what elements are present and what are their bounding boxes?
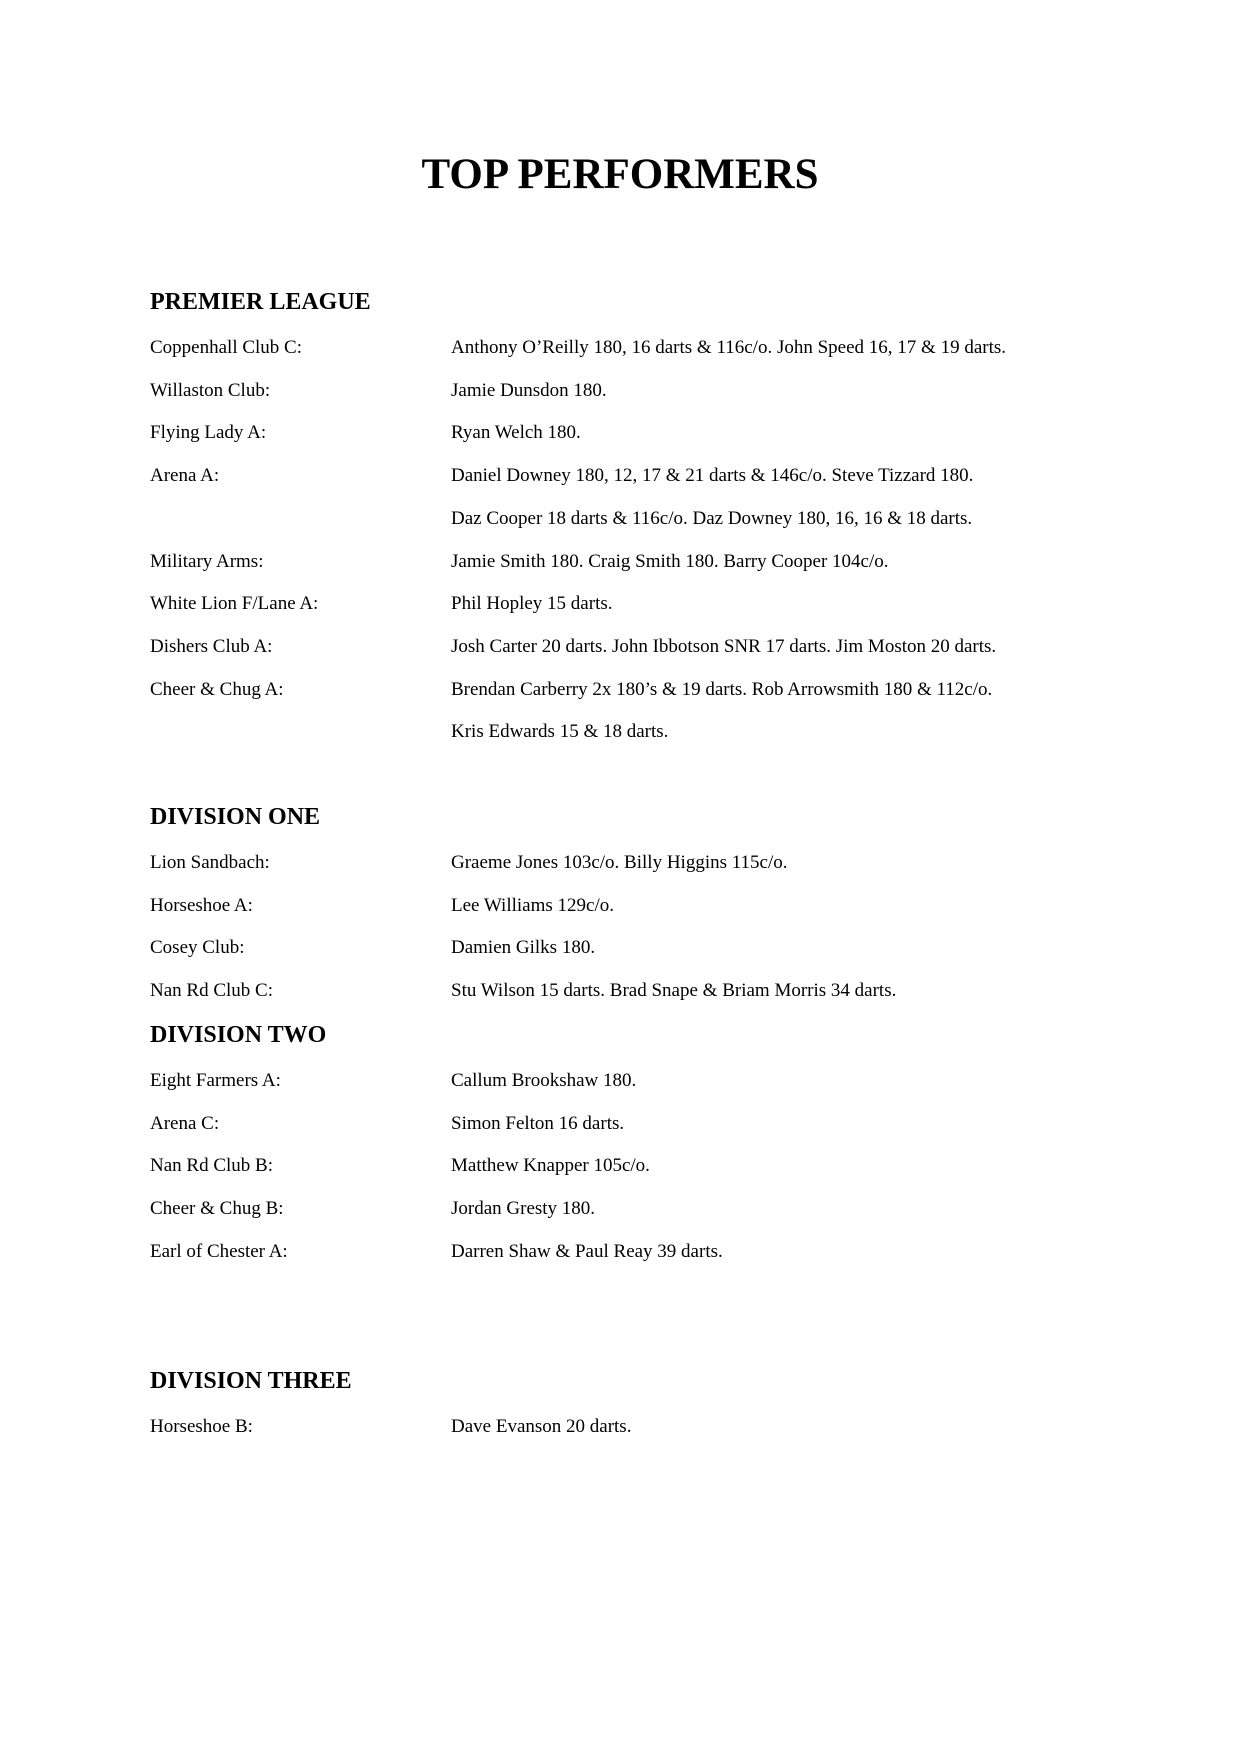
result-row: [150, 378, 1150, 404]
team-name: Willaston Club:: [150, 380, 271, 401]
result-row: [150, 978, 1150, 1004]
result-row: [150, 893, 1150, 919]
result-row: [150, 1414, 1150, 1440]
result-row: [150, 1239, 1150, 1265]
team-name: Flying Lady A:: [150, 422, 267, 443]
team-name: Horseshoe A:: [150, 895, 253, 916]
performance-detail: Jordan Gresty 180.: [451, 1198, 596, 1219]
team-name: Arena C:: [150, 1113, 220, 1134]
team-name: Coppenhall Club C:: [150, 337, 302, 358]
division-three-heading: DIVISION THREE: [150, 1368, 352, 1394]
performance-detail: Stu Wilson 15 darts. Brad Snape & Briam Morris 34 darts.: [451, 980, 897, 1001]
division-two-heading: DIVISION TWO: [150, 1022, 327, 1048]
performance-detail: Dave Evanson 20 darts.: [451, 1416, 632, 1437]
premier-league-heading: PREMIER LEAGUE: [150, 289, 371, 315]
result-row: [150, 1068, 1150, 1094]
performance-detail: Callum Brookshaw 180.: [451, 1070, 637, 1091]
team-name: White Lion F/Lane A:: [150, 593, 319, 614]
result-row: [150, 719, 1150, 745]
performance-detail: Jamie Dunsdon 180.: [451, 380, 607, 401]
performance-detail: Darren Shaw & Paul Reay 39 darts.: [451, 1241, 723, 1262]
team-name: Lion Sandbach:: [150, 852, 270, 873]
performance-detail: Jamie Smith 180. Craig Smith 180. Barry Cooper 104c/o.: [451, 551, 889, 572]
result-row: [150, 506, 1150, 532]
performance-detail: Graeme Jones 103c/o. Billy Higgins 115c/o.: [451, 852, 788, 873]
team-name: Earl of Chester A:: [150, 1241, 288, 1262]
team-name: Arena A:: [150, 465, 220, 486]
team-name: Nan Rd Club C:: [150, 980, 273, 1001]
team-name: Cheer & Chug A:: [150, 679, 284, 700]
team-name: Horseshoe B:: [150, 1416, 253, 1437]
performance-detail: Brendan Carberry 2x 180’s & 19 darts. Rob Arrowsmith 180 & 112c/o.: [451, 679, 993, 700]
team-name: Military Arms:: [150, 551, 264, 572]
team-name: Cheer & Chug B:: [150, 1198, 284, 1219]
team-name: Cosey Club:: [150, 937, 245, 958]
result-row: [150, 1196, 1150, 1222]
result-row: [150, 850, 1150, 876]
division-one-heading: DIVISION ONE: [150, 804, 321, 830]
performance-detail: Anthony O’Reilly 180, 16 darts & 116c/o. John Speed 16, 17 & 19 darts.: [451, 337, 1006, 358]
team-name: Dishers Club A:: [150, 636, 273, 657]
performance-detail: Josh Carter 20 darts. John Ibbotson SNR 17 darts. Jim Moston 20 darts.: [451, 636, 997, 657]
result-row: [150, 1153, 1150, 1179]
result-row: [150, 591, 1150, 617]
performance-detail: Kris Edwards 15 & 18 darts.: [451, 721, 669, 742]
result-row: [150, 634, 1150, 660]
team-name: Nan Rd Club B:: [150, 1155, 273, 1176]
performance-detail: Ryan Welch 180.: [451, 422, 581, 443]
result-row: [150, 549, 1150, 575]
page-title: TOP PERFORMERS: [421, 151, 819, 198]
result-row: [150, 935, 1150, 961]
performance-detail: Phil Hopley 15 darts.: [451, 593, 613, 614]
result-row: [150, 463, 1150, 489]
result-row: [150, 1111, 1150, 1137]
performance-detail: Daniel Downey 180, 12, 17 & 21 darts & 146c/o. Steve Tizzard 180.: [451, 465, 974, 486]
performance-detail: Lee Williams 129c/o.: [451, 895, 614, 916]
performance-detail: Damien Gilks 180.: [451, 937, 596, 958]
result-row: [150, 420, 1150, 446]
performance-detail: Matthew Knapper 105c/o.: [451, 1155, 650, 1176]
team-name: Eight Farmers A:: [150, 1070, 281, 1091]
result-row: [150, 335, 1150, 361]
result-row: [150, 677, 1150, 703]
performance-detail: Simon Felton 16 darts.: [451, 1113, 625, 1134]
performance-detail: Daz Cooper 18 darts & 116c/o. Daz Downey 180, 16, 16 & 18 darts.: [451, 508, 973, 529]
